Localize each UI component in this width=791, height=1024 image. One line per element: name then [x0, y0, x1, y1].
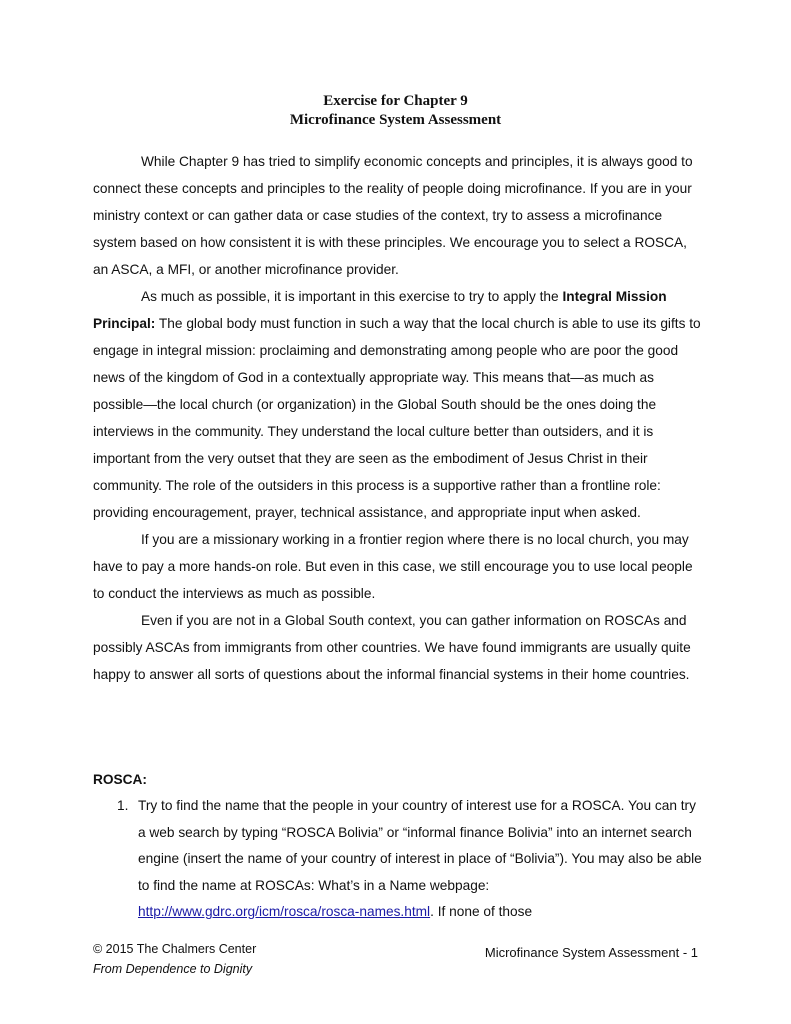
rosca-heading: ROSCA: — [93, 772, 147, 787]
list-item-text: Try to find the name that the people in your country of interest use for a ROSCA. You can try a web search by typing “ROSCA Bolivia” or “informal finance Bolivia” into an internet search engine (insert the name of your country of interest in place of “Bolivia”). You may also be able to find the name at ROSCAs: What’s in a Name webpage: — [138, 798, 702, 893]
list-item-number: 1. — [117, 798, 129, 813]
paragraph-intro: While Chapter 9 has tried to simplify economic concepts and principles, it is always good to connect these concepts and principles to the reality of people doing microfinance. If you are in your ministry context or can gather data or case studies of the context, try to assess a microfinance system based on how consistent it is with these principles. We encourage you to select a ROSCA, an ASCA, a MFI, or another microfinance provider. — [93, 154, 693, 277]
list-item — [93, 793, 705, 926]
paragraph-integral-mission — [93, 283, 701, 526]
footer-copyright: © 2015 The Chalmers Center — [93, 942, 257, 956]
footer-book-title: From Dependence to Dignity — [93, 962, 253, 976]
document-subtitle: Microfinance System Assessment — [289, 112, 502, 128]
footer-page-label: Microfinance System Assessment - 1 — [484, 945, 698, 960]
body-text — [93, 148, 701, 688]
paragraph-missionary: If you are a missionary working in a frontier region where there is no local church, you may have to pay a more hands-on role. But even in this case, we still encourage you to use local people to conduct the interviews as much as possible. — [93, 532, 693, 601]
integral-mission-principal-term: Integral Mission Principal: — [93, 289, 667, 331]
paragraph-lead-text: As much as possible, it is important in this exercise to try to apply the — [141, 289, 563, 304]
paragraph-immigrants: Even if you are not in a Global South context, you can gather information on ROSCAs and possibly ASCAs from immigrants from other countries. We have found immigrants are usually quite happy to answer all sorts of questions about the informal financial systems in their home countries. — [93, 613, 691, 682]
rosca-list — [93, 793, 705, 926]
document-title: Exercise for Chapter 9 — [323, 93, 468, 109]
rosca-names-link[interactable]: http://www.gdrc.org/icm/rosca/rosca-names.html — [138, 904, 431, 919]
list-item-text-continued: . If none of those — [430, 904, 533, 919]
footer-left — [93, 939, 256, 979]
paragraph-rest-text: The global body must function in such a way that the local church is able to use its gifts to engage in integral mission: proclaiming and demonstrating among people who are poor the good news of the kingdom of God in a contextually appropriate way. This means that—as much as possible—the local church (or organization) in the Global South should be the ones doing the interviews in the community. They understand the local culture better than outsiders, and it is important from the very outset that they are seen as the embodiment of Jesus Christ in their community. The role of the outsiders in this process is a supportive rather than a frontline role: providing encouragement, prayer, technical assistance, and appropriate input when asked. — [93, 316, 701, 520]
